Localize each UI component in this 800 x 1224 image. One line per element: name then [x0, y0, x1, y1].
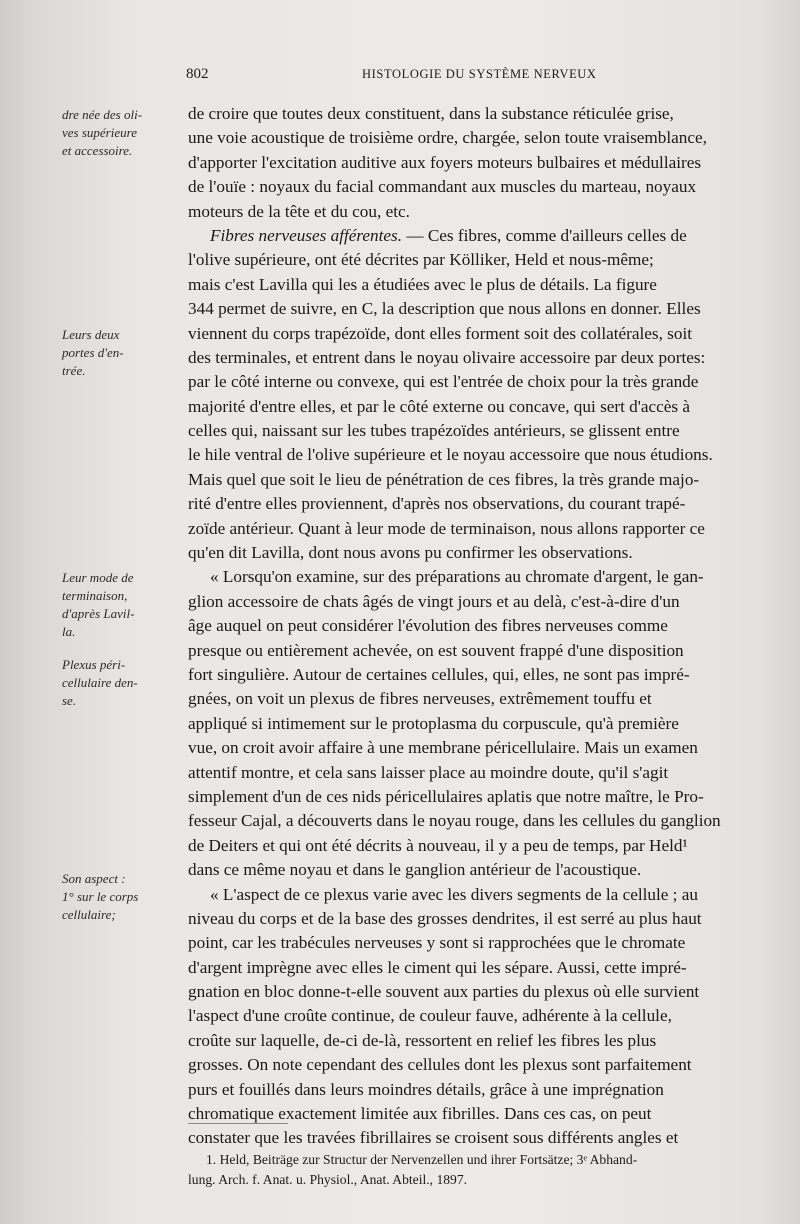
page-number: 802	[186, 66, 209, 82]
text-line: âge auquel on peut considérer l'évolution des fibres nerveuses comme	[188, 616, 668, 636]
margin-note-termination: Leur mode de terminaison, d'après Lavil- la.	[62, 570, 135, 639]
text-line: constater que les travées fibrillaires se croisent sous différents angles et	[188, 1128, 679, 1148]
text-line: moteurs de la tête et du cou, etc.	[188, 201, 410, 221]
text-line: mais c'est Lavilla qui les a étudiées avec le plus de détails. La figure	[188, 274, 657, 294]
text-line: fesseur Cajal, a découverts dans le noyau rouge, dans les cellules du ganglion	[188, 811, 721, 831]
text-line: appliqué si intimement sur le protoplasma du corpuscule, qu'à première	[188, 713, 679, 733]
section-lead-label: Fibres nerveuses afférentes.	[210, 225, 403, 245]
margin-note-plexus: Plexus péri- cellulaire den- se.	[62, 657, 138, 708]
running-title: HISTOLOGIE DU SYSTÈME NERVEUX	[362, 67, 597, 81]
text-line: de l'ouïe : noyaux du facial commandant aux muscles du marteau, noyaux	[188, 177, 697, 197]
footnote-divider	[188, 1123, 288, 1124]
footnote-line: lung. Arch. f. Anat. u. Physiol., Anat. Abteil., 1897.	[188, 1172, 468, 1187]
text-line: celles qui, naissant sur les tubes trapézoïdes antérieurs, se glissent entre	[188, 421, 680, 441]
margin-note-aspect: Son aspect : 1° sur le corps cellulaire;	[62, 871, 139, 922]
margin-note-origin: dre née des oli- ves supérieure et accessoire.	[62, 107, 143, 158]
text-line: niveau du corps et de la base des grosses dendrites, il est serré au plus haut	[188, 908, 702, 928]
text-line: attentif montre, et cela sans laisser place au moindre doute, qu'il s'agit	[188, 762, 669, 782]
text-line: — Ces fibres, comme d'ailleurs celles de	[402, 225, 687, 245]
text-line: simplement d'un de ces nids péricellulaires aplatis que notre maître, le Pro-	[188, 786, 704, 806]
text-line: qu'en dit Lavilla, dont nous avons pu confirmer les observations.	[188, 543, 633, 563]
text-line: grosses. On note cependant des cellules dont les plexus sont parfaitement	[188, 1055, 692, 1075]
text-line: « Lorsqu'on examine, sur des préparations au chromate d'argent, le gan-	[210, 567, 704, 587]
text-line: dans ce même noyau et dans le ganglion antérieur de l'acoustique.	[188, 860, 642, 880]
text-line: presque ou entièrement achevée, on est souvent frappé d'une disposition	[188, 640, 684, 660]
text-line: l'aspect d'une croûte continue, de couleur fauve, adhérente à la cellule,	[188, 1006, 672, 1026]
text-line: 344 permet de suivre, en C, la description que nous allons en donner. Elles	[188, 299, 701, 319]
text-line: vue, on croit avoir affaire à une membrane péricellulaire. Mais un examen	[188, 738, 698, 758]
margin-note-entry-gates: Leurs deux portes d'en- trée.	[62, 327, 124, 378]
text-line: le hile ventral de l'olive supérieure et le noyau accessoire que nous étudions.	[188, 445, 713, 465]
text-line: point, car les trabécules nerveuses y sont si rapprochées que le chromate	[188, 933, 686, 953]
text-line: croûte sur laquelle, de-ci de-là, ressortent en relief les fibres les plus	[188, 1030, 657, 1050]
text-line: de Deiters et qui ont été décrits à nouveau, il y a peu de temps, par Held¹	[188, 835, 688, 855]
main-text	[188, 102, 788, 1151]
text-line: glion accessoire de chats âgés de vingt jours et au delà, c'est-à-dire d'un	[188, 591, 680, 611]
text-line: gnées, on voit un plexus de fibres nerveuses, extrêmement touffu et	[188, 689, 652, 709]
text-line: zoïde antérieur. Quant à leur mode de terminaison, nous allons rapporter ce	[188, 518, 705, 538]
text-line: une voie acoustique de troisième ordre, chargée, selon toute vraisemblance,	[188, 128, 707, 148]
text-line: d'apporter l'excitation auditive aux foyers moteurs bulbaires et médullaires	[188, 152, 702, 172]
text-line: chromatique exactement limitée aux fibrilles. Dans ces cas, on peut	[188, 1104, 652, 1124]
text-line: de croire que toutes deux constituent, dans la substance réticulée grise,	[188, 104, 674, 123]
footnote	[188, 1150, 791, 1190]
text-line: fort singulière. Autour de certaines cellules, qui, elles, ne sont pas impré-	[188, 664, 690, 684]
text-line: d'argent imprègne avec elles le ciment qui les sépare. Aussi, cette impré-	[188, 957, 687, 977]
text-line: purs et fouillés dans leurs moindres détails, grâce à une imprégnation	[188, 1079, 664, 1099]
text-line: viennent du corps trapézoïde, dont elles forment soit des collatérales, soit	[188, 323, 693, 343]
text-line: gnation en bloc donne-t-elle souvent aux parties du plexus où elle survient	[188, 982, 700, 1002]
text-line: par le côté interne ou convexe, qui est l'entrée de choix pour la très grande	[188, 372, 699, 392]
footnote-line: 1. Held, Beiträge zur Structur der Nervenzellen und ihrer Fortsätze; 3ᵉ Abhand-	[206, 1152, 638, 1167]
text-line: « L'aspect de ce plexus varie avec les divers segments de la cellule ; au	[210, 884, 698, 904]
running-head	[186, 66, 626, 86]
paragraph-afferent-fibres	[188, 224, 788, 248]
text-line: majorité d'entre elles, et par le côté externe ou concave, qui sert d'accès à	[188, 396, 690, 416]
text-line: rité d'entre elles proviennent, d'après nos observations, du courant trapé-	[188, 494, 686, 514]
text-line: l'olive supérieure, ont été décrites par Kölliker, Held et nous-même;	[188, 250, 654, 270]
text-line: Mais quel que soit le lieu de pénétration de ces fibres, la très grande majo-	[188, 469, 700, 489]
text-line: des terminales, et entrent dans le noyau olivaire accessoire par deux portes:	[188, 347, 706, 367]
